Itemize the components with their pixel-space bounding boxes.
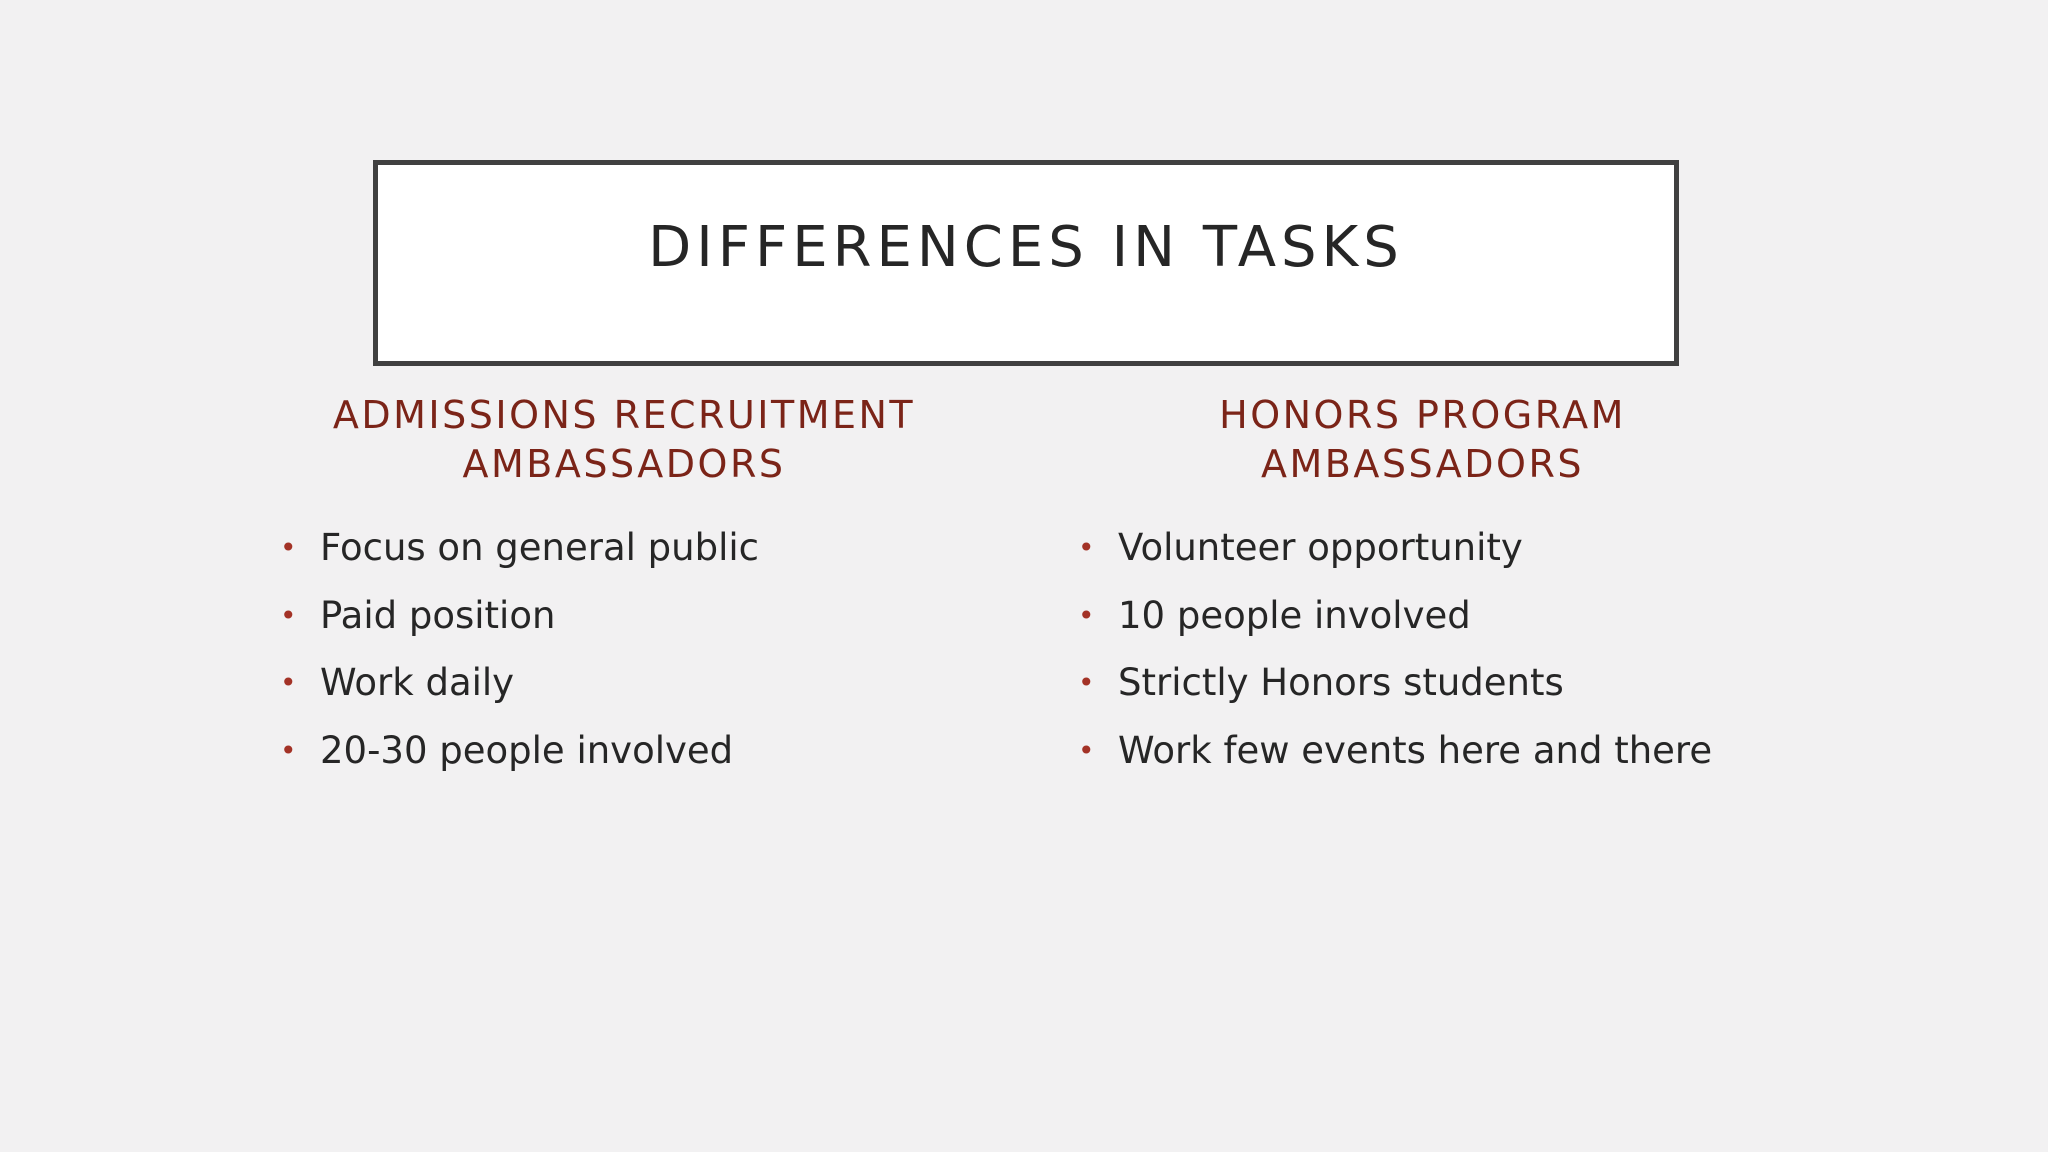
list-item — [280, 721, 759, 789]
list-item — [1078, 653, 1712, 721]
right-bullet-list — [1078, 518, 1712, 788]
bullet-icon: • — [280, 733, 297, 767]
left-heading-line-2: AMBASSADORS — [462, 442, 786, 486]
list-item — [1078, 721, 1712, 789]
bullet-icon: • — [280, 666, 297, 699]
left-bullet-list — [280, 518, 759, 788]
left-column-heading — [310, 391, 938, 489]
list-item-text: 20-30 people involved — [320, 728, 734, 772]
bullet-icon: • — [280, 531, 297, 564]
list-item-text: Volunteer opportunity — [1118, 526, 1523, 569]
left-heading-line-1: ADMISSIONS RECRUITMENT — [332, 393, 916, 437]
list-item-text: 10 people involved — [1118, 593, 1471, 637]
bullet-icon: • — [1078, 733, 1095, 767]
list-item-text: Work few events here and there — [1118, 728, 1713, 772]
right-column-heading — [1150, 391, 1695, 489]
list-item — [280, 518, 759, 586]
bullet-icon: • — [1078, 598, 1095, 632]
title-box — [373, 160, 1679, 366]
bullet-icon: • — [280, 598, 297, 632]
right-heading-line-2: AMBASSADORS — [1261, 442, 1584, 486]
list-item — [280, 653, 759, 721]
slide-title: DIFFERENCES IN TASKS — [648, 215, 1404, 280]
bullet-icon: • — [1078, 666, 1095, 699]
list-item-text: Strictly Honors students — [1118, 661, 1564, 704]
right-heading-line-1: HONORS PROGRAM — [1219, 393, 1626, 437]
list-item-text: Focus on general public — [320, 526, 759, 569]
list-item — [1078, 518, 1712, 586]
bullet-icon: • — [1078, 531, 1095, 564]
list-item-text: Work daily — [320, 661, 515, 704]
list-item — [280, 586, 759, 654]
list-item-text: Paid position — [320, 593, 556, 637]
list-item — [1078, 586, 1712, 654]
